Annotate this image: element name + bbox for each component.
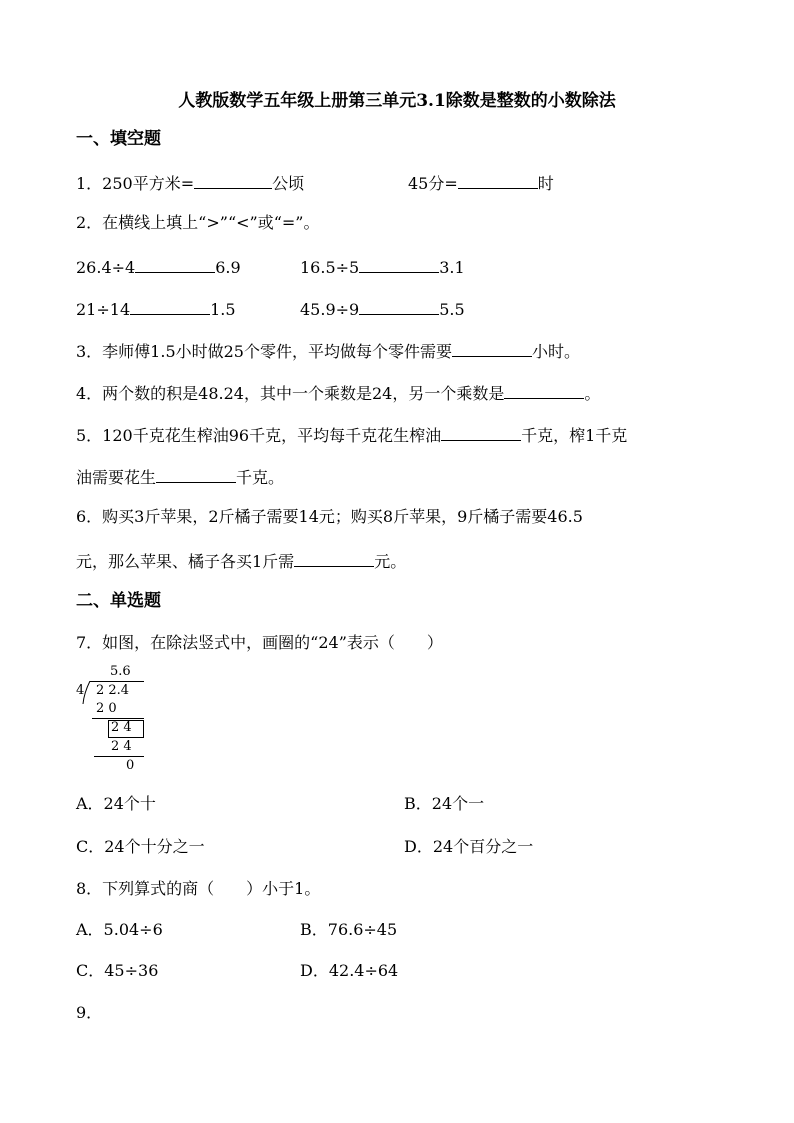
q3-prefix: 3．李师傅1.5小时做25个零件，平均做每个零件需要 — [76, 342, 452, 361]
division-rule-1 — [92, 718, 144, 719]
q5-blank-1[interactable] — [441, 422, 521, 441]
division-dividend: 2 2.4 — [96, 683, 130, 698]
division-remainder: 0 — [126, 758, 135, 773]
q7-option-d[interactable]: D．24个百分之一 — [404, 837, 534, 856]
division-rule-2 — [94, 756, 144, 757]
question-5-line2 — [76, 464, 284, 489]
division-bracket — [82, 681, 92, 705]
q8-option-d[interactable]: D．42.4÷64 — [300, 961, 399, 980]
q2-r1b-expr: 16.5÷5 — [300, 258, 360, 277]
q2-r2a-blank[interactable] — [130, 296, 210, 315]
q1-b-prefix: 45分= — [408, 174, 458, 193]
q7-option-b[interactable]: B．24个一 — [404, 794, 485, 813]
q1-b-blank[interactable] — [458, 170, 538, 189]
page-title: 人教版数学五年级上册第三单元3.1除数是整数的小数除法 — [178, 91, 616, 111]
q2-r2a-expr: 21÷14 — [76, 300, 131, 319]
q4-prefix: 4．两个数的积是48.24，其中一个乘数是24，另一个乘数是 — [76, 384, 505, 403]
q2-r1a-expr: 26.4÷4 — [76, 258, 136, 277]
q2-r2b-blank[interactable] — [359, 296, 439, 315]
question-8: 8．下列算式的商（ ）小于1。 — [76, 879, 321, 898]
q1-a-blank[interactable] — [194, 170, 272, 189]
q2-r1b-blank[interactable] — [359, 254, 439, 273]
q5-blank-2[interactable] — [156, 464, 236, 483]
division-bar — [90, 681, 144, 682]
question-6-line1: 6．购买3斤苹果，2斤橘子需要14元；购买8斤苹果，9斤橘子需要46.5 — [76, 507, 583, 526]
division-divisor: 4 — [76, 683, 85, 698]
q5-l2-prefix: 油需要花生 — [76, 468, 157, 487]
q2-row1-b — [300, 254, 465, 279]
q2-row2-b — [300, 296, 465, 321]
question-5-line1 — [76, 422, 627, 447]
q8-option-b[interactable]: B．76.6÷45 — [300, 920, 398, 939]
q7-option-a[interactable]: A．24个十 — [76, 794, 156, 813]
q6-l2-prefix: 元，那么苹果、橘子各买1斤需 — [76, 552, 295, 571]
q2-r2a-value: 1.5 — [210, 300, 236, 319]
question-4 — [76, 380, 600, 405]
question-2: 2．在横线上填上“>”“<”或“=”。 — [76, 213, 320, 232]
question-7: 7．如图，在除法竖式中，画圈的“24”表示（ ） — [76, 633, 443, 652]
q1-a-prefix: 1．250平方米= — [76, 174, 195, 193]
section-single-choice: 二、单选题 — [76, 591, 161, 611]
q2-r2b-expr: 45.9÷9 — [300, 300, 360, 319]
q2-r1b-value: 3.1 — [439, 258, 465, 277]
division-quotient: 5.6 — [110, 664, 131, 679]
q5-l2-suffix: 千克。 — [236, 468, 285, 487]
question-1b — [408, 170, 554, 195]
q2-r2b-value: 5.5 — [439, 300, 465, 319]
q4-suffix: 。 — [584, 384, 601, 403]
long-division-figure — [76, 664, 156, 776]
question-6-line2 — [76, 548, 406, 573]
q1-a-suffix: 公顷 — [272, 174, 305, 193]
q2-row1-a — [76, 254, 241, 279]
q2-r1a-blank[interactable] — [135, 254, 215, 273]
q6-blank[interactable] — [294, 548, 374, 567]
q8-option-a[interactable]: A．5.04÷6 — [76, 920, 163, 939]
q5-l1-suffix: 千克，榨1千克 — [521, 426, 628, 445]
division-step-3: 2 4 — [111, 739, 132, 754]
q7-option-c[interactable]: C．24个十分之一 — [76, 837, 205, 856]
q5-l1-prefix: 5．120千克花生榨油96千克，平均每千克花生榨油 — [76, 426, 442, 445]
question-9: 9． — [76, 1003, 103, 1022]
question-1 — [76, 170, 304, 195]
q2-row2-a — [76, 296, 236, 321]
q1-b-suffix: 时 — [537, 174, 554, 193]
division-step-2: 2 4 — [111, 720, 132, 735]
section-fill-in: 一、填空题 — [76, 129, 161, 149]
q6-l2-suffix: 元。 — [374, 552, 407, 571]
division-step-1: 2 0 — [96, 701, 117, 716]
q3-suffix: 小时。 — [532, 342, 581, 361]
q8-option-c[interactable]: C．45÷36 — [76, 961, 159, 980]
question-3 — [76, 338, 580, 363]
q2-r1a-value: 6.9 — [215, 258, 241, 277]
q3-blank[interactable] — [452, 338, 532, 357]
q4-blank[interactable] — [504, 380, 584, 399]
